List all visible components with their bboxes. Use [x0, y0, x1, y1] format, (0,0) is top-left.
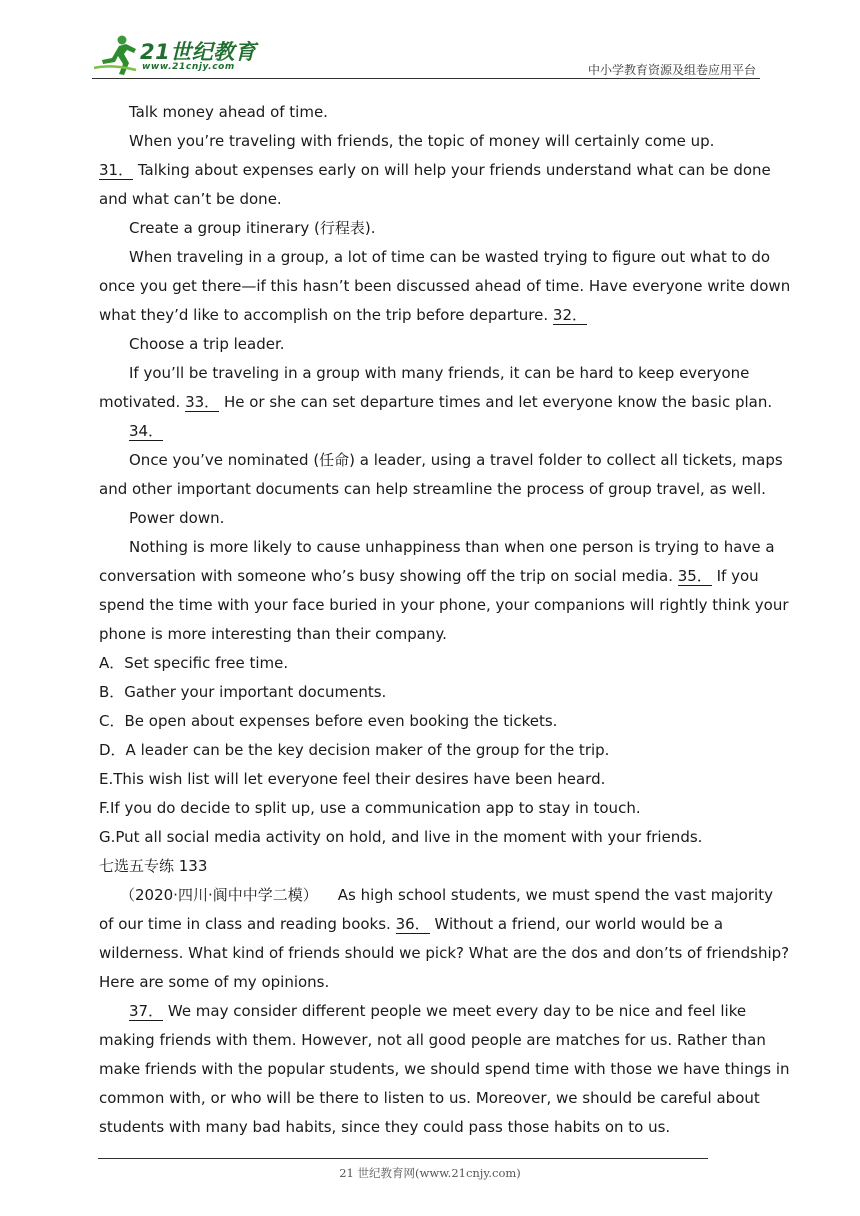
paragraph-text: of our time in class and reading books.: [99, 915, 396, 933]
paragraph-line: [99, 881, 773, 910]
paragraph-text: conversation with someone who’s busy showing off the trip on social media.: [99, 567, 678, 585]
logo-url: www.21cnjy.com: [142, 62, 235, 72]
paragraph-line: [99, 156, 771, 185]
paragraph-text: motivated.: [99, 393, 186, 411]
paragraph-line: phone is more interesting than their company.: [99, 625, 447, 643]
paragraph-line: Nothing is more likely to cause unhappiness than when one person is trying to have a: [129, 538, 775, 556]
answer-blank-37[interactable]: 37．: [129, 1002, 164, 1020]
answer-blank-34[interactable]: 34．: [129, 422, 164, 440]
option-e: E.This wish list will let everyone feel their desires have been heard.: [99, 770, 606, 788]
option-f: F.If you do decide to split up, use a communication app to stay in touch.: [99, 799, 641, 817]
heading-trip-leader: Choose a trip leader.: [129, 335, 285, 353]
paragraph-text: Without a friend, our world would be a: [429, 915, 724, 933]
paragraph-line: Here are some of my opinions.: [99, 973, 330, 991]
document-body: [99, 98, 791, 1142]
paragraph-text: Talking about expenses early on will help your friends understand what can be done: [133, 161, 771, 179]
answer-blank-32[interactable]: 32．: [552, 306, 587, 324]
paragraph-line: once you get there—if this hasn’t been discussed ahead of time. Have everyone write down: [99, 277, 791, 295]
paragraph-text: We may consider different people we meet every day to be nice and feel like: [163, 1002, 747, 1020]
heading-talk-money: Talk money ahead of time.: [129, 103, 328, 121]
logo-text: 21世纪教育: [140, 40, 257, 64]
paragraph-line: [99, 997, 764, 1026]
paragraph-text: He or she can set departure times and let everyone know the basic plan.: [219, 393, 773, 411]
paragraph-line: [99, 417, 764, 446]
section-title: 七选五专练 133: [99, 857, 208, 875]
paragraph-line: Once you’ve nominated (任命) a leader, using a travel folder to collect all tickets, maps: [129, 451, 783, 469]
option-g: G.Put all social media activity on hold, and live in the moment with your friends.: [99, 828, 703, 846]
paragraph-text: As high school students, we must spend the vast majority: [337, 886, 773, 904]
paragraph-line: When traveling in a group, a lot of time can be wasted trying to figure out what to do: [129, 248, 771, 266]
answer-blank-35[interactable]: 35．: [677, 567, 712, 585]
footer-text: 21 世纪教育网(www.21cnjy.com): [339, 1166, 521, 1180]
paragraph-line: [99, 301, 764, 330]
paragraph-text: what they’d like to accomplish on the trip before departure.: [99, 306, 553, 324]
paragraph-line: common with, or who will be there to listen to us. Moreover, we should be careful about: [99, 1089, 760, 1107]
option-a: A．Set specific free time.: [99, 654, 289, 672]
paragraph-line: [99, 388, 773, 417]
option-c: C．Be open about expenses before even booking the tickets.: [99, 712, 558, 730]
option-d: D．A leader can be the key decision maker of the group for the trip.: [99, 741, 610, 759]
runner-icon: [92, 34, 138, 76]
paragraph-line: If you’ll be traveling in a group with many friends, it can be hard to keep everyone: [129, 364, 750, 382]
paragraph-line: make friends with the popular students, we should spend time with those we have things in: [99, 1060, 790, 1078]
paragraph-line: and other important documents can help streamline the process of group travel, as well.: [99, 480, 766, 498]
source-note: （2020·四川·阆中中学二模）: [120, 886, 318, 904]
answer-blank-31[interactable]: 31．: [99, 161, 134, 179]
paragraph-line: [99, 910, 764, 939]
answer-blank-33[interactable]: 33．: [185, 393, 220, 411]
paragraph-line: [99, 562, 764, 591]
paragraph-line: spend the time with your face buried in your phone, your companions will rightly think your: [99, 596, 789, 614]
paragraph-line: students with many bad habits, since they could pass those habits on to us.: [99, 1118, 671, 1136]
footer-divider: [98, 1158, 708, 1159]
answer-blank-36[interactable]: 36．: [395, 915, 430, 933]
page-header: [92, 32, 760, 79]
heading-group-itinerary: Create a group itinerary (行程表).: [129, 219, 376, 237]
paragraph-line: and what can’t be done.: [99, 190, 282, 208]
option-b: B．Gather your important documents.: [99, 683, 387, 701]
paragraph-text: If you: [711, 567, 759, 585]
heading-power-down: Power down.: [129, 509, 225, 527]
platform-name: 中小学教育资源及组卷应用平台: [587, 63, 756, 77]
paragraph-line: wilderness. What kind of friends should we pick? What are the dos and don’ts of friendship?: [99, 944, 790, 962]
paragraph-line: making friends with them. However, not all good people are matches for us. Rather than: [99, 1031, 766, 1049]
paragraph-line: When you’re traveling with friends, the topic of money will certainly come up.: [129, 132, 715, 150]
logo: [92, 34, 262, 76]
